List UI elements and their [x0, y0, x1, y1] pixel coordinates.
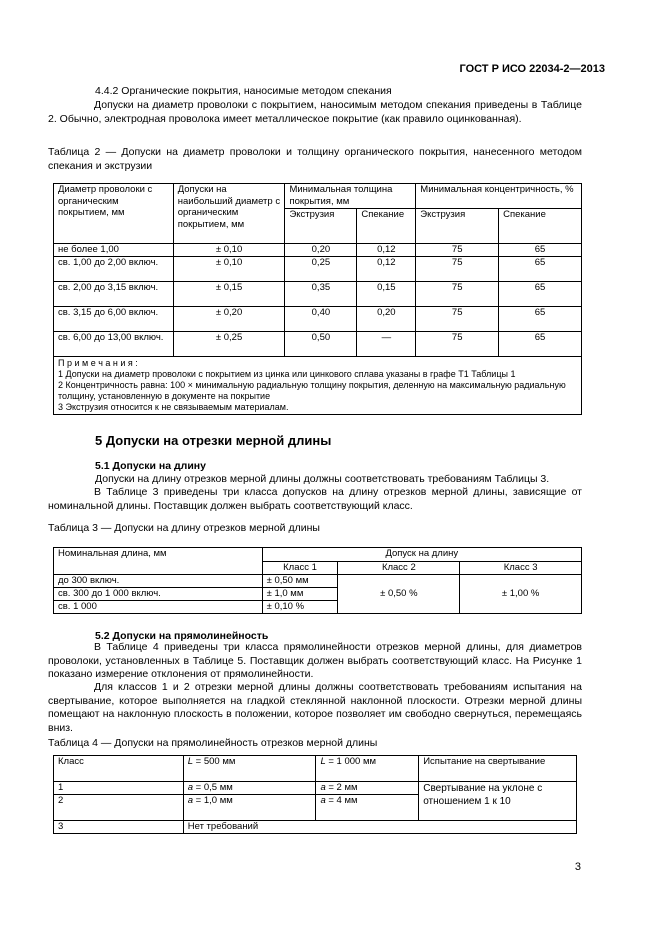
- table-cell: не более 1,00: [54, 244, 174, 257]
- cell-text: = 1,0 мм: [195, 795, 233, 806]
- table-header: Допуск на длину: [262, 548, 581, 562]
- table-cell: ± 1,0 мм: [262, 587, 338, 600]
- table-cell: 65: [499, 244, 582, 257]
- table-cell: 1: [54, 782, 184, 795]
- subsection-title-5-1: 5.1 Допуски на длину: [95, 460, 206, 472]
- length-symbol: L: [187, 756, 194, 767]
- table-row: [54, 282, 582, 307]
- table-header: Экструзия: [285, 209, 357, 244]
- table-cell: 0,12: [357, 257, 416, 282]
- table-cell: 0,50: [285, 332, 357, 357]
- table-notes-row: [54, 357, 582, 415]
- table-cell: 2: [54, 795, 184, 821]
- table-cell: [316, 795, 419, 821]
- table-cell: 75: [416, 307, 499, 332]
- table-3: [53, 547, 582, 614]
- table-row: [54, 257, 582, 282]
- table-cell: 65: [499, 257, 582, 282]
- table-row: [54, 244, 582, 257]
- table-header: Допуски на наибольший диаметр с органическим покрытием, мм: [173, 184, 285, 244]
- table-cell: 75: [416, 332, 499, 357]
- table-cell: [183, 795, 316, 821]
- table-header: Минимальная толщина покрытия, мм: [285, 184, 416, 209]
- subsection-title-5-2: 5.2 Допуски на прямолинейность: [95, 630, 269, 642]
- note-1: 1 Допуски на диаметр проволоки с покрытием из цинка или цинкового сплава указаны в графе Т1 Таблицы 1: [58, 369, 516, 379]
- table-cell: ± 0,20: [173, 307, 285, 332]
- table-cell: ± 0,10: [173, 257, 285, 282]
- table-header: [183, 756, 316, 782]
- deviation-symbol: a: [320, 782, 326, 793]
- table-row: [54, 574, 582, 587]
- length-symbol: L: [320, 756, 326, 767]
- subsection-title-4-4-2: 4.4.2 Органические покрытия, наносимые методом спекания: [95, 85, 392, 97]
- deviation-symbol: a: [187, 782, 194, 793]
- table-cell: ± 0,50 мм: [262, 574, 338, 587]
- table-cell: 3: [54, 821, 184, 834]
- table-cell: 75: [416, 257, 499, 282]
- section-title-5: 5 Допуски на отрезки мерной длины: [95, 433, 332, 448]
- table-cell: св. 3,15 до 6,00 включ.: [54, 307, 174, 332]
- table-header: Класс 2: [338, 562, 460, 575]
- header-text: = 1 000 мм: [328, 756, 377, 767]
- table-header: Спекание: [357, 209, 416, 244]
- paragraph: Допуски на длину отрезков мерной длины должны соответствовать требованиям Таблицы 3.: [95, 473, 550, 485]
- table-cell: 0,20: [285, 244, 357, 257]
- table-row: [54, 782, 577, 795]
- table-caption: Таблица 2 — Допуски на диаметр проволоки и толщину органического покрытия, нанесенного методом спекания и экструзии: [48, 146, 582, 172]
- table-caption: Таблица 3 — Допуски на длину отрезков мерной длины: [48, 522, 320, 534]
- paragraph: Для классов 1 и 2 отрезки мерной длины должны соответствовать требованиям испытания на свертывание, которое выполняется на гладкой стеклянной наклонной плоскости. Отрезки мерной длины помещают на наклонную плоскость в положении, которое позволяет им свободно свернуться, перемещаясь вниз.: [48, 681, 582, 734]
- table-cell: [183, 782, 316, 795]
- table-cell: ± 0,50 %: [338, 574, 460, 613]
- table-header: Испытание на свертывание: [419, 756, 577, 782]
- table-cell: [316, 782, 419, 795]
- header-text: = 500 мм: [195, 756, 236, 767]
- cell-text: = 4 мм: [328, 795, 358, 806]
- paragraph: Допуски на диаметр проволоки с покрытием, наносимым методом спекания приведены в Таблице 2. Обычно, электродная проволока имеет металлическое покрытие (как правило оцинкованная).: [48, 99, 582, 125]
- deviation-symbol: a: [320, 795, 326, 806]
- table-row: [54, 307, 582, 332]
- table-caption: Таблица 4 — Допуски на прямолинейность отрезков мерной длины: [48, 737, 378, 749]
- table-header: Диаметр проволоки с органическим покрытием, мм: [54, 184, 174, 244]
- table-cell: 0,12: [357, 244, 416, 257]
- notes-title: П р и м е ч а н и я :: [58, 358, 138, 368]
- note-2: 2 Концентричность равна: 100 × минимальную радиальную толщину покрытия, деленную на максимальную радиальную толщину, установленную в документе на покрытие: [58, 380, 566, 401]
- table-cell: св. 300 до 1 000 включ.: [54, 587, 263, 600]
- table-header: Номинальная длина, мм: [54, 548, 263, 575]
- table-cell: 65: [499, 307, 582, 332]
- table-cell: 65: [499, 282, 582, 307]
- table-cell: ± 0,25: [173, 332, 285, 357]
- table-cell: 0,40: [285, 307, 357, 332]
- table-header: Класс: [54, 756, 184, 782]
- paragraph: В Таблице 4 приведены три класса прямолинейности отрезков мерной длины, для диаметров проволоки, установленных в Таблице 5. Поставщик должен выбрать соответствующий класс. На Рисунке 1 показано измерение отклонения от прямолинейности.: [48, 641, 582, 680]
- table-cell: ± 0,10: [173, 244, 285, 257]
- table-header: Класс 1: [262, 562, 338, 575]
- table-cell: 0,15: [357, 282, 416, 307]
- document-header: ГОСТ Р ИСО 22034-2—2013: [459, 63, 605, 75]
- table-cell: 75: [416, 244, 499, 257]
- table-cell: 0,20: [357, 307, 416, 332]
- cell-text: = 2 мм: [328, 782, 358, 793]
- page-number: 3: [574, 861, 581, 873]
- note-3: 3 Экструзия относится к не связываемым материалам.: [58, 402, 289, 412]
- table-2: [53, 183, 582, 415]
- table-cell: св. 6,00 до 13,00 включ.: [54, 332, 174, 357]
- table-cell: 65: [499, 332, 582, 357]
- table-row: [54, 332, 582, 357]
- table-cell: Нет требований: [183, 821, 576, 834]
- table-cell: —: [357, 332, 416, 357]
- table-4: [53, 755, 577, 834]
- table-row: [54, 821, 577, 834]
- table-header: Минимальная концентричность, %: [416, 184, 582, 209]
- table-cell: св. 1,00 до 2,00 включ.: [54, 257, 174, 282]
- table-cell: св. 2,00 до 3,15 включ.: [54, 282, 174, 307]
- table-cell: ± 1,00 %: [460, 574, 582, 613]
- table-header: Экструзия: [416, 209, 499, 244]
- table-header: Класс 3: [460, 562, 582, 575]
- table-header: [316, 756, 419, 782]
- cell-text: = 0,5 мм: [195, 782, 233, 793]
- table-header: Спекание: [499, 209, 582, 244]
- table-cell: 0,25: [285, 257, 357, 282]
- table-cell: 0,35: [285, 282, 357, 307]
- table-cell: ± 0,10 %: [262, 600, 338, 613]
- table-cell: св. 1 000: [54, 600, 263, 613]
- table-cell: до 300 включ.: [54, 574, 263, 587]
- table-cell: Свертывание на уклоне с отношением 1 к 10: [419, 782, 577, 821]
- deviation-symbol: a: [187, 795, 194, 806]
- paragraph: В Таблице 3 приведены три класса допусков на длину отрезков мерной длины, зависящие от номинальной длины. Поставщик должен выбрать соответствующий класс.: [48, 486, 582, 512]
- table-cell: 75: [416, 282, 499, 307]
- table-cell: ± 0,15: [173, 282, 285, 307]
